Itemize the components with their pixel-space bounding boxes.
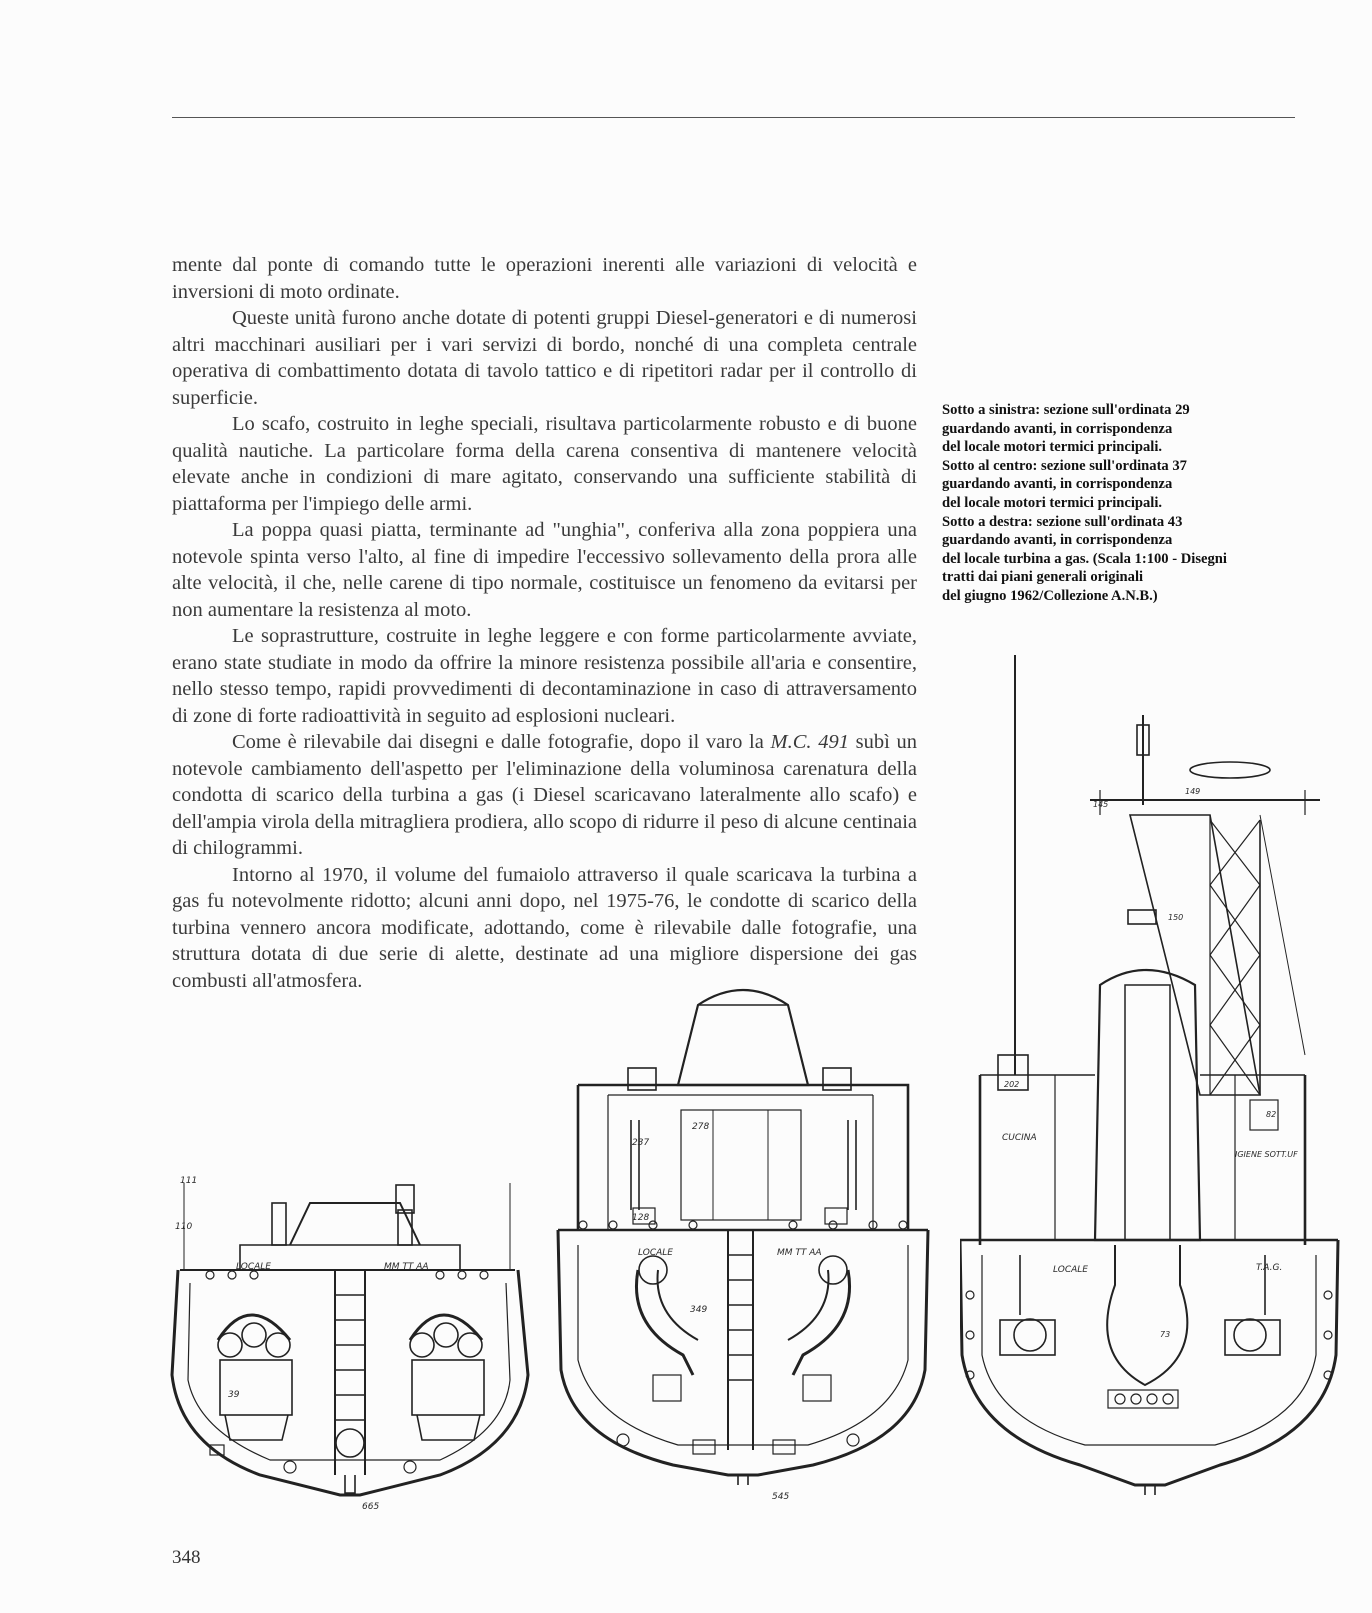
caption-line: del giugno 1962/Collezione A.N.B.): [942, 587, 1158, 604]
frame-43-room-label-kitchen: CUCINA: [1002, 1133, 1037, 1143]
caption-line: Sotto al centro: sezione sull'ordinata 37: [942, 457, 1187, 474]
paragraph-6-after: subì un notevole cambiamento dell'aspetto per l'eliminazione della voluminosa carenatura della condotta di scarico della turbina a gas (i Diesel scaricavano lateralmente allo scafo) e dell'ampia virola della mitragliera prodiera, allo scopo di ridurre il peso di alcune centinaia di chilogrammi.: [172, 731, 918, 859]
frame-29-room-label: LOCALE: [236, 1262, 271, 1272]
caption-line: Sotto a destra: sezione sull'ordinata 43: [942, 513, 1183, 530]
frame-43-tag-label: T.A.G.: [1256, 1263, 1283, 1273]
vessel-name: M.C. 491: [770, 731, 849, 753]
caption-line: guardando avanti, in corrispondenza: [942, 476, 1173, 493]
frame-43-number: 202: [1004, 1080, 1020, 1089]
caption-line: guardando avanti, in corrispondenza: [942, 420, 1173, 437]
caption-line: del locale motori termici principali.: [942, 494, 1163, 511]
paragraph-1: mente dal ponte di comando tutte le operazioni inerenti alle variazioni di velocità e inversioni di moto ordinate.: [172, 254, 917, 303]
paragraph-3: Lo scafo, costruito in leghe speciali, risultava particolarmente robusto e di buone qualità nautiche. La particolare forma della carena consentiva di mantenere velocità elevate anche in condizioni di mare agitato, conservando una sufficiente stabilità di piattaforma per l'impiego delle armi.: [172, 413, 917, 515]
caption-line: tratti dai piani generali originali: [942, 569, 1144, 586]
header-rule: [172, 117, 1295, 118]
frame-37-number: 237: [632, 1138, 650, 1148]
frame-29-number: 39: [228, 1390, 240, 1400]
frame-43-room-label-hygiene: IGIENE SOTT.UF: [1235, 1150, 1298, 1159]
page-number: 348: [172, 1547, 201, 1568]
caption-line: guardando avanti, in corrispondenza: [942, 532, 1173, 549]
paragraph-5: Le soprastrutture, costruite in leghe leggere e con forme particolarmente avviate, erano state studiate in modo da offrire la minore resistenza possibile all'aria e consentire, nello stesso tempo, rapidi provvedimenti di decontaminazione in caso di attraversamento di zone di forte radioattività in seguito ad esplosioni nucleari.: [172, 625, 917, 727]
frame-29-number: 111: [180, 1176, 198, 1186]
caption-line: Sotto a sinistra: sezione sull'ordinata 29: [942, 402, 1190, 418]
frame-29-tag-label: MM TT AA: [384, 1262, 429, 1272]
paragraph-7: Intorno al 1970, il volume del fumaiolo attraverso il quale scaricava la turbina a gas fu notevolmente ridotto; alcuni anni dopo, nel 1975-76, le condotte di scarico della turbina vennero ancora modificate, adottando, come è rilevabile dalle fotografie, una struttura dotata di due serie di alette, destinate ad una migliore dispersione dei gas combusti all'atmosfera.: [172, 863, 917, 992]
frame-43-number: 149: [1185, 787, 1201, 796]
paragraph-4: La poppa quasi piatta, terminante ad "unghia", conferiva alla zona poppiera una notevole spinta verso l'alto, al fine di impedire l'eccessivo sollevamento della prora alle alte velocità, il che, nelle carene di tipo normale, costituisce un fenomeno da evitarsi per non aumentare la resistenza al moto.: [172, 519, 917, 621]
paragraph-2: Queste unità furono anche dotate di potenti gruppi Diesel-generatori e di numerosi altri macchinari ausiliari per i vari servizi di bordo, nonché di una completa centrale operativa di combattimento dotata di tavolo tattico e di ripetitori radar per il controllo di superficie.: [172, 307, 917, 409]
caption-line: del locale motori termici principali.: [942, 439, 1163, 456]
frame-37-tag-label: MM TT AA: [777, 1248, 822, 1258]
frame-37-room-label: LOCALE: [638, 1248, 673, 1258]
section-drawing-frame-37: [553, 970, 933, 1485]
caption-line: del locale turbina a gas. (Scala 1:100 - Disegni: [942, 550, 1227, 567]
figure-caption: [942, 401, 1302, 606]
frame-37-number: 128: [632, 1213, 650, 1223]
frame-29-number: 665: [362, 1502, 380, 1512]
section-drawing-frame-43: [960, 655, 1340, 1495]
section-drawing-frame-29: [170, 1175, 542, 1505]
frame-43-number: 150: [1168, 913, 1184, 922]
frame-43-number: 82: [1266, 1110, 1277, 1119]
frame-29-number: 110: [175, 1222, 193, 1232]
frame-43-room-label-locale: LOCALE: [1053, 1265, 1088, 1275]
frame-37-number: 278: [692, 1122, 710, 1132]
paragraph-6: [172, 729, 917, 862]
frame-43-number: 145: [1093, 800, 1109, 809]
frame-43-number: 73: [1160, 1330, 1171, 1339]
frame-37-number: 349: [690, 1305, 708, 1315]
article-body: [172, 252, 917, 994]
paragraph-6-before: Come è rilevabile dai disegni e dalle fotografie, dopo il varo la: [232, 731, 771, 753]
frame-37-number: 545: [772, 1492, 790, 1502]
